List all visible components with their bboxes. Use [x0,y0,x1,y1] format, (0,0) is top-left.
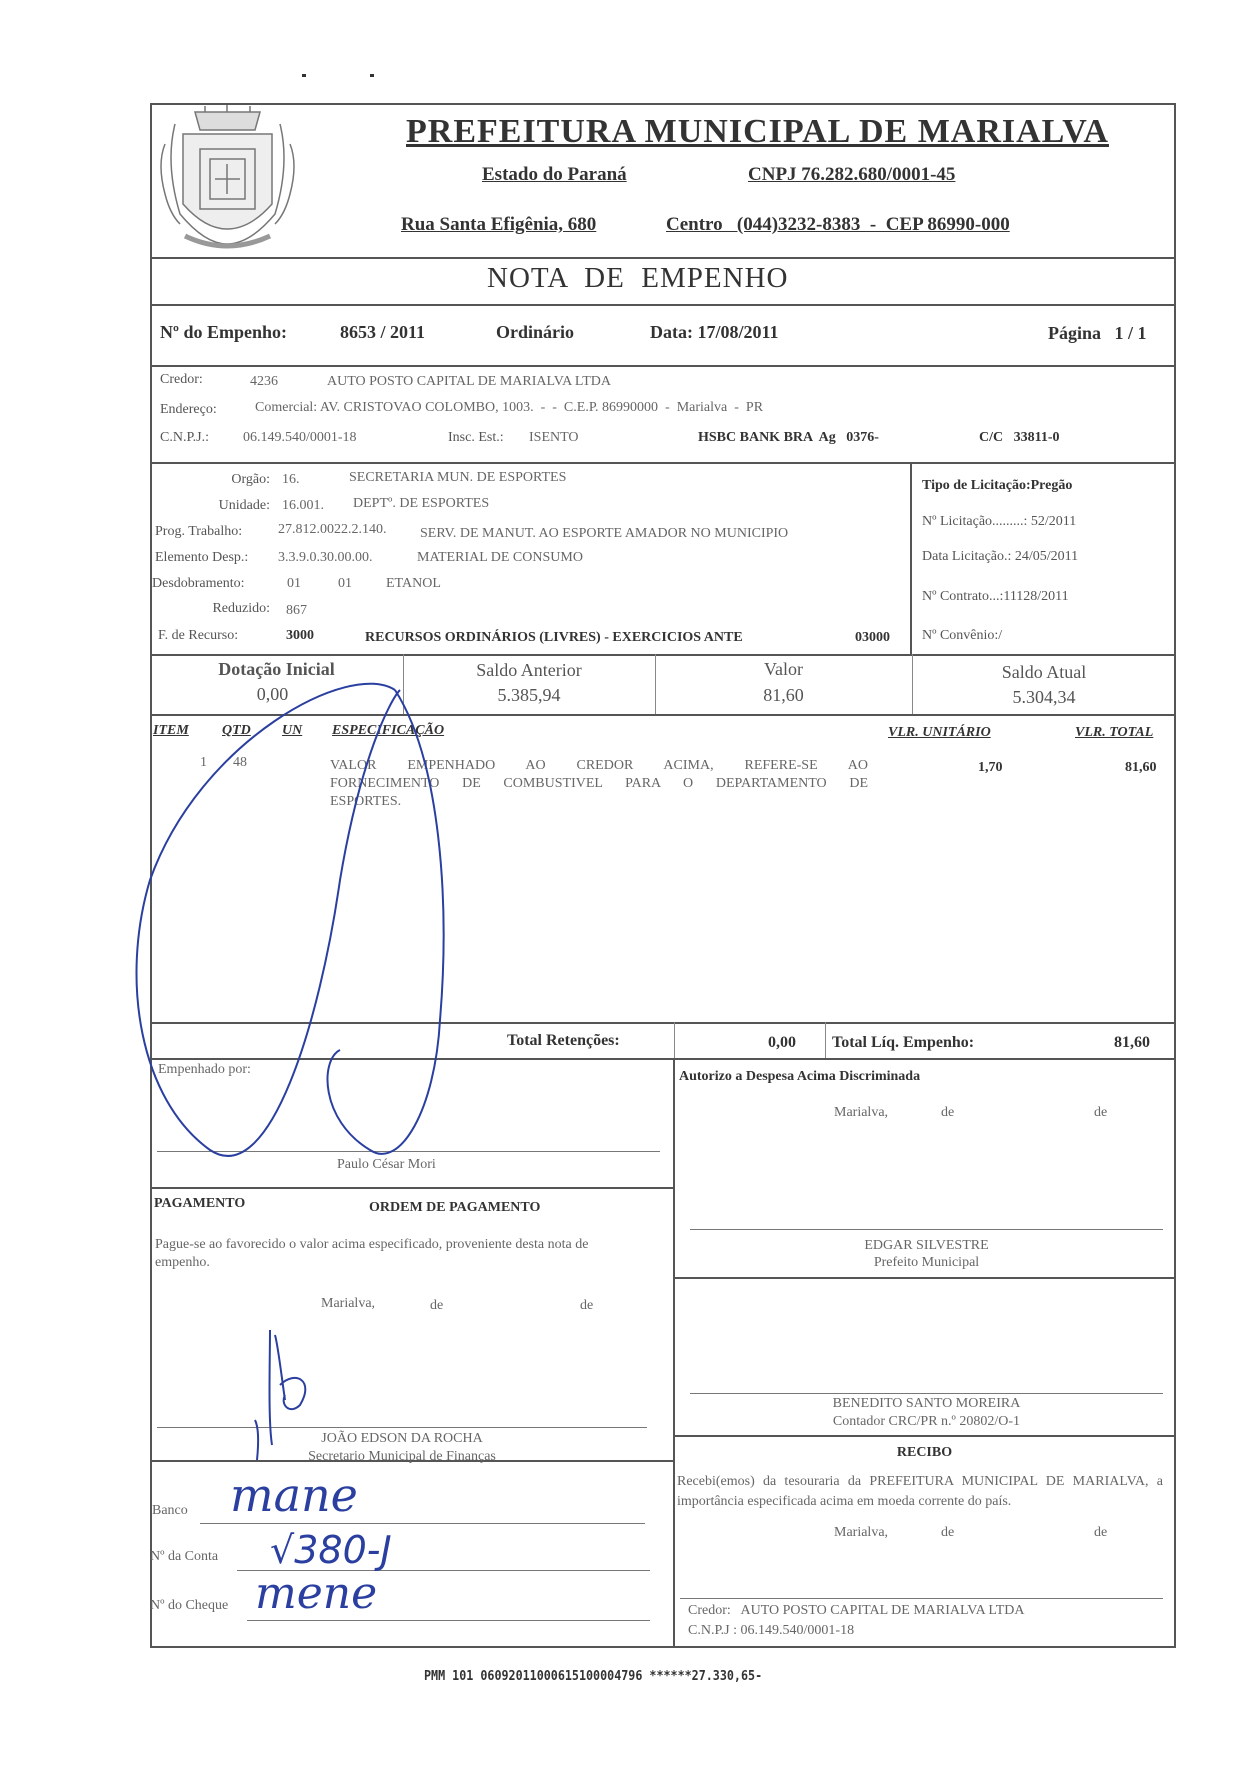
desdob-name: ETANOL [386,576,441,591]
cheque-line [247,1620,650,1621]
empenho-label: Nº do Empenho: [160,322,287,342]
saldo-anterior-label: Saldo Anterior [476,660,582,680]
divider [150,462,1176,464]
col-qtd-header: QTD [222,723,251,738]
divider [910,462,912,654]
unidade-code: 16.001. [282,498,324,513]
divider [150,714,1176,716]
recibo-cnpj: C.N.P.J : 06.149.540/0001-18 [688,1623,855,1638]
empenho-number: 8653 / 2011 [340,322,426,342]
endereco-value: Comercial: AV. CRISTOVAO COLOMBO, 1003. - - C.E.P. 86990000 - Marialva - PR [255,400,764,415]
autorizo-label: Autorizo a Despesa Acima Discriminada [679,1069,921,1084]
insc-label: Insc. Est.: [448,430,504,445]
desdob-code-1: 01 [287,576,301,591]
col-item-header: ITEM [153,723,189,738]
autorizo-de-1: de [941,1105,955,1120]
col-espec-header: ESPECIFICAÇÃO [332,723,445,738]
recibo-label: RECIBO [896,1445,953,1460]
pagamento-de-2: de [580,1298,594,1313]
unidade-label: Unidade: [218,498,270,513]
divider [150,1058,1176,1060]
dotacao-label: Dotação Inicial [218,659,335,679]
unidade-name: DEPTº. DE ESPORTES [353,496,490,511]
credor-label: Credor: [160,372,203,387]
valor-label: Valor [764,659,803,679]
signature-line [690,1393,1163,1394]
saldo-atual-label: Saldo Atual [1001,662,1087,682]
recibo-credor: Credor: AUTO POSTO CAPITAL DE MARIALVA LTDA [688,1603,1025,1618]
cnpj-label: C.N.P.J.: [160,430,210,445]
col-vlr-unit-header: VLR. UNITÁRIO [888,725,991,740]
scan-mark [370,74,374,77]
reduzido-value: 867 [286,603,307,618]
banco-label: Banco [152,1503,188,1518]
col-vlr-total-header: VLR. TOTAL [1075,725,1154,740]
empenhado-name: Paulo César Mori [337,1157,436,1172]
prefeito-title: Prefeito Municipal [873,1255,980,1270]
row-desc-line-2: FORNECIMENTO DE COMBUSTIVEL PARA O DEPARTAMENTO DE [330,776,868,791]
secretario-name: JOÃO EDSON DA ROCHA [321,1431,483,1446]
saldo-atual-value: 5.304,34 [1012,687,1076,707]
ordem-pagamento-label: ORDEM DE PAGAMENTO [369,1200,541,1215]
elem-code: 3.3.9.0.30.00.00. [278,550,373,565]
footer-code: PMM 101 06092011000615100004796 ******27.330,65- [424,1669,763,1684]
row-desc-line-3: ESPORTES. [330,794,402,809]
liq-empenho-label: Total Líq. Empenho: [832,1034,975,1051]
page-number: Página 1 / 1 [1048,323,1147,343]
divider [673,1277,1176,1279]
signature-line [157,1427,647,1428]
recurso-code-2: 03000 [855,630,890,645]
reduzido-label: Reduzido: [212,601,270,616]
prog-label: Prog. Trabalho: [155,524,243,539]
pagamento-de-1: de [430,1298,444,1313]
autorizo-place: Marialva, [834,1105,889,1120]
divider [150,365,1176,367]
empenho-date: Data: 17/08/2011 [650,322,779,342]
row-desc-line-1: VALOR EMPENHADO AO CREDOR ACIMA, REFERE-SE AO [330,758,868,773]
numero-contrato: Nº Contrato...:11128/2011 [922,589,1069,604]
conta-label: Nº da Conta [150,1549,219,1564]
insc-value: ISENTO [529,430,579,445]
cheque-handwritten: mene [255,1568,378,1619]
divider [673,1058,675,1648]
divider [825,1022,826,1058]
signature-line [157,1151,660,1152]
elem-name: MATERIAL DE CONSUMO [417,550,583,565]
recibo-text: Recebi(emos) da tesouraria da PREFEITURA MUNICIPAL DE MARIALVA, a importância especificada acima em moeda corrente do país. [677,1474,1163,1509]
divider [150,654,1176,656]
recurso-code: 3000 [286,628,314,643]
recurso-label: F. de Recurso: [158,628,239,643]
header-cnpj: CNPJ 76.282.680/0001-45 [748,164,956,185]
orgao-name: SECRETARIA MUN. DE ESPORTES [349,470,567,485]
empenhado-label: Empenhado por: [158,1062,251,1077]
contador-title: Contador CRC/PR n.º 20802/O-1 [832,1414,1021,1429]
numero-licitacao: Nº Licitação.........: 52/2011 [922,514,1077,529]
cheque-label: Nº do Cheque [150,1598,229,1613]
signature-line [690,1229,1163,1230]
credor-code: 4236 [250,374,278,389]
saldo-anterior-value: 5.385,94 [497,685,561,705]
cnpj-value: 06.149.540/0001-18 [243,430,357,445]
valor-value: 81,60 [763,685,804,705]
retencoes-value: 0,00 [768,1034,796,1051]
divider [673,1435,1176,1437]
orgao-label: Orgão: [231,472,270,487]
col-un-header: UN [282,723,303,738]
divider [150,1022,1176,1024]
row-vlr-total: 81,60 [1125,760,1157,775]
row-qtd: 48 [233,755,247,770]
secretario-title: Secretario Municipal de Finanças [308,1449,496,1464]
recibo-de-2: de [1094,1525,1108,1540]
endereco-label: Endereço: [160,402,217,417]
prefeito-name: EDGAR SILVESTRE [864,1238,989,1253]
header-contact: Centro (044)3232-8383 - CEP 86990-000 [666,214,1010,235]
tipo-licitacao: Tipo de Licitação:Pregão [922,478,1073,493]
retencoes-label: Total Retenções: [507,1032,620,1049]
pagamento-place: Marialva, [321,1296,376,1311]
liq-empenho-value: 81,60 [1114,1034,1150,1051]
pagamento-text: Pague-se ao favorecido o valor acima especificado, proveniente desta nota de empenho. [155,1237,589,1270]
recibo-place: Marialva, [834,1525,889,1540]
scan-mark [302,74,306,77]
banco-line [200,1523,645,1524]
row-item: 1 [200,755,207,770]
bank-info: HSBC BANK BRA Ag 0376- [698,430,879,445]
elem-label: Elemento Desp.: [155,550,249,565]
pagamento-label: PAGAMENTO [154,1196,246,1211]
prog-name: SERV. DE MANUT. AO ESPORTE AMADOR NO MUNICIPIO [420,526,789,541]
header-address: Rua Santa Efigênia, 680 [401,214,597,235]
header-state: Estado do Paraná [482,164,627,185]
orgao-code: 16. [282,472,300,487]
data-licitacao: Data Licitação.: 24/05/2011 [922,549,1079,564]
desdob-label: Desdobramento: [152,576,245,591]
recurso-name: RECURSOS ORDINÁRIOS (LIVRES) - EXERCICIOS ANTE [365,630,743,645]
header-title: PREFEITURA MUNICIPAL DE MARIALVA [406,113,1109,150]
prog-code: 27.812.0022.2.140. [278,522,387,537]
cc-info: C/C 33811-0 [979,430,1060,445]
autorizo-de-2: de [1094,1105,1108,1120]
credor-name: AUTO POSTO CAPITAL DE MARIALVA LTDA [327,374,611,389]
banco-handwritten: mane [230,1468,358,1522]
divider [674,1022,675,1058]
divider [150,304,1176,306]
divider [150,1187,673,1189]
numero-convenio: Nº Convênio:/ [922,628,1003,643]
recibo-de-1: de [941,1525,955,1540]
contador-name: BENEDITO SANTO MOREIRA [832,1396,1021,1411]
divider [150,257,1176,259]
dotacao-value: 0,00 [256,684,289,704]
desdob-code-2: 01 [338,576,352,591]
doc-title: NOTA DE EMPENHO [487,262,789,294]
signature-line [680,1598,1163,1599]
conta-handwritten: √380-J [270,1528,392,1572]
row-vlr-unit: 1,70 [978,760,1003,775]
empenho-type: Ordinário [496,322,575,342]
